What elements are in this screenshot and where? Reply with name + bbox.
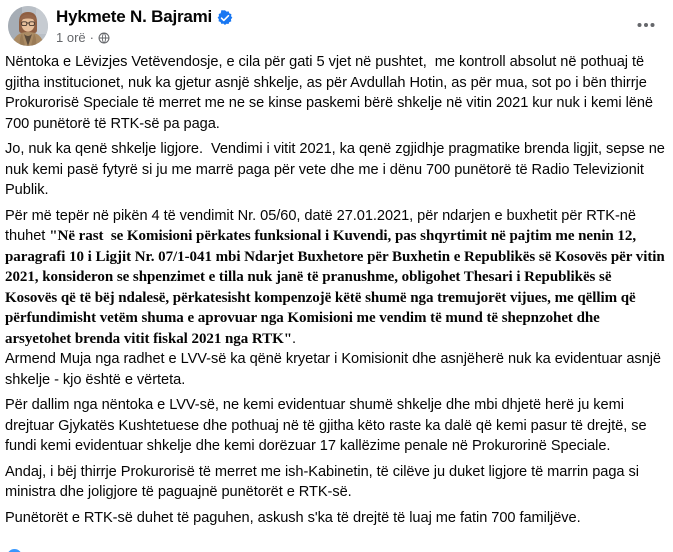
header-text — [56, 6, 657, 45]
author-name[interactable]: Hykmete N. Bajrami — [56, 7, 213, 26]
paragraph-3-lead: Për më tepër në pikën 4 të vendimit Nr. 05/60, datë 27.01.2021, për ndarjen e buxhetit për RTK-në thuhet — [5, 207, 640, 244]
avatar[interactable] — [8, 6, 48, 46]
paragraph-3-quote: "Në rast se Komisioni përkates funksional i Kuvendi, pas shqyrtimit në pajtim me nenin 12, paragrafi 10 i Ligjit Nr. 07/1-041 mbi Ndarjet Buxhetore për Buxhetin e Republikës së Kosovës për vitin 2021, konsideron se shpenzimet e tilla nuk janë të pranushme, obligohet Thesari i Republikës së Kosovës që të bëj ndalesë, përkatesisht kompenzojë këtë shumë nga tremujorët vijues, me qëllim që përfundimisht vetëm shuma e aprovuar nga Komisioni me vendim të mund të shepnzohet dhe arsyetohet brenda vitit fiskal 2021 nga RTK" — [5, 228, 669, 347]
post-header — [0, 0, 673, 48]
more-options-button[interactable] — [634, 13, 658, 37]
avatar-portrait-image — [8, 6, 48, 46]
post-paragraph-3 — [5, 206, 669, 391]
post-paragraph-6: Punëtorët e RTK-së duhet të paguhen, askush s'ka të drejtë të luaj me fatin 700 familjëve. — [5, 509, 581, 526]
author-name-row — [56, 7, 657, 27]
post-body — [0, 48, 673, 528]
post-paragraph-5: Andaj, i bëj thirrje Prokurorisë të merret me ish-Kabinetin, të cilëve ju duket ligjore të marrin paga si ministra dhe joligjore të paguajnë punëtorët e RTK-së. — [5, 463, 643, 500]
post-meta-row — [56, 30, 657, 45]
verified-badge-icon — [217, 10, 233, 26]
globe-icon — [98, 32, 110, 44]
paragraph-3-tail: . — [292, 330, 297, 347]
post-timestamp[interactable]: 1 orë — [56, 30, 86, 45]
paragraph-3-line2: Armend Muja nga radhet e LVV-së ka qënë kryetar i Komisionit dhe asnjëherë nuk ka evidentuar asnjë shkelje - kjo është e vërteta. — [5, 351, 666, 388]
post-paragraph-4: Për dallim nga nëntoka e LVV-së, ne kemi evidentuar shumë shkelje dhe mbi dhjetë herë ju kemi drejtuar Gjykatës Kushtetuese dhe pothuaj në të gjitha këto raste ka dalë që kemi pasur të drejtë, se fundi kemi evidentuar shkelje dhe kemi dorëzuar 17 kallëzime penale në Prokurorinë Speciale. — [5, 397, 651, 454]
meta-separator: · — [89, 30, 94, 45]
post-paragraph-2: Jo, nuk ka qenë shkelje ligjore. Vendimi i vitit 2021, ka qenë zgjidhje pragmatike brenda ligjit, sepse ne nuk kemi pasë fytyrë si ju me marrë paga për vete dhe me i dënu 700 punëtorë të Radio Televizionit Publik. — [5, 141, 669, 198]
post-paragraph-1: Nëntoka e Lëvizjes Vetëvendosje, e cila për gati 5 vjet në pushtet, me kontroll absolut në pothuaj të gjitha institucionet, nuk ka gjetur asnjë shkelje, as për Avdullah Hotin, as për mua, sot po i bën thirrje Prokurorisë Speciale të merret me ne se kinse paskemi bërë shkelje në vitin 2021 kur nuk i kemi lënë 700 punëtorë të RTK-së pa paga. — [5, 54, 657, 132]
ellipsis-icon — [636, 15, 656, 35]
